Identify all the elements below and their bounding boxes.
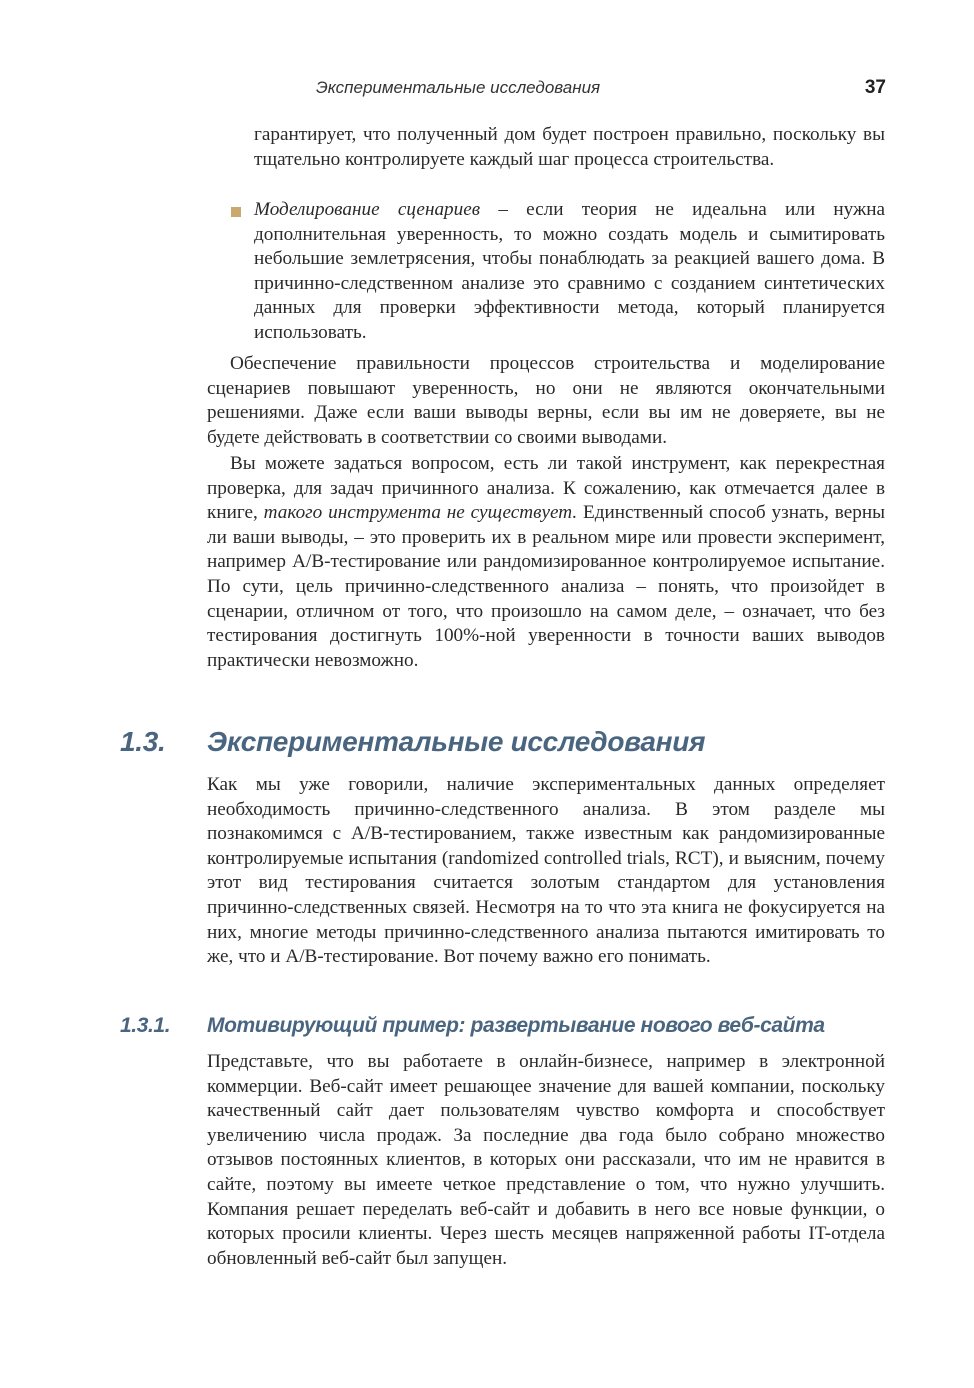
paragraph-2-emphasis: такого инструмента не существует. xyxy=(263,502,578,524)
section-number: 1.3. xyxy=(120,726,166,757)
running-title: Экспериментальные исследования xyxy=(316,78,601,97)
section-paragraph: Как мы уже говорили, наличие экспериментальных данных определяет необходимость причинно-следственного анализа. В этом разделе мы познакомимся с A/B-тестированием, также известным как рандомизированные контролируемые испытания (randomized controlled trials, RCT), и выясним, почему этот вид тестирования считается золотым стандартом для установления причинно-следственных связей. Несмотря на то что эта книга не фокусируется на них, многие методы причинно-следственного анализа пытаются имитировать то же, что и A/B-тестирование. Вот почему важно его понимать. xyxy=(207,774,885,968)
paragraph-1: Обеспечение правильности процессов строительства и моделирование сценариев повышают уверенность, но они не являются окончательными решениями. Даже если ваши выводы верны, если вы им не доверяете, вы не будете действовать в соответствии со своими выводами. xyxy=(207,353,885,448)
continuation-paragraph: гарантирует, что полученный дом будет построен правильно, поскольку вы тщательно контролируете каждый шаг процесса строительства. xyxy=(254,124,885,170)
page-number: 37 xyxy=(864,77,886,98)
bullet-square-icon xyxy=(231,207,241,217)
paragraph-2 xyxy=(207,452,885,673)
paragraph-2-text-b: Единственный способ узнать, верны ли ваши выводы, – это проверить их в реальном мире или провести эксперимент, например A/B-тестирование или рандомизированное контролируемое испытание. По сути, цель причинно-следственного анализа – понять, что произойдет в сценарии, отличном от того, что произошло на самом деле, – означает, что без тестирования достигнуть 100%-ной уверенности в точности ваших выводов практически невозможно. xyxy=(207,502,885,671)
paragraph-2-text-a: Вы можете задаться вопросом, есть ли такой инструмент, как перекрестная проверка, для задач причинного анализа. К сожалению, как отмечается далее в книге, xyxy=(207,453,885,524)
bullet-term: Моделирование сценариев xyxy=(254,199,481,220)
subsection-title: Мотивирующий пример: развертывание нового веб-сайта xyxy=(207,1014,825,1037)
bullet-item xyxy=(254,198,885,346)
subsection-paragraph: Представьте, что вы работаете в онлайн-бизнесе, например в электронной коммерции. Веб-сайт имеет решающее значение для вашей компании, поскольку качественный сайт дает пользователям чувство комфорта и способствует увеличению числа продаж. За последние два года было собрано множество отзывов постоянных клиентов, в которых они рассказали, что им не нравится в сайте, поэтому вы имеете четкое представление о том, что нужно улучшить. Компания решает переделать веб-сайт и добавить в него все новые функции, о которых просили клиенты. Через шесть месяцев напряженной работы IT-отдела обновленный веб-сайт был запущен. xyxy=(207,1051,885,1269)
subsection-number: 1.3.1. xyxy=(120,1014,171,1037)
bullet-text: – если теория не идеальна или нужна дополнительная уверенность, то можно создать модель и сымитировать небольшие землетрясения, чтобы понаблюдать за реакцией вашего дома. В причинно-следственном анализе это сравнимо с созданием синтетических данных для проверки эффективности метода, который планируется использовать. xyxy=(254,199,885,343)
section-title: Экспериментальные исследования xyxy=(207,726,706,757)
